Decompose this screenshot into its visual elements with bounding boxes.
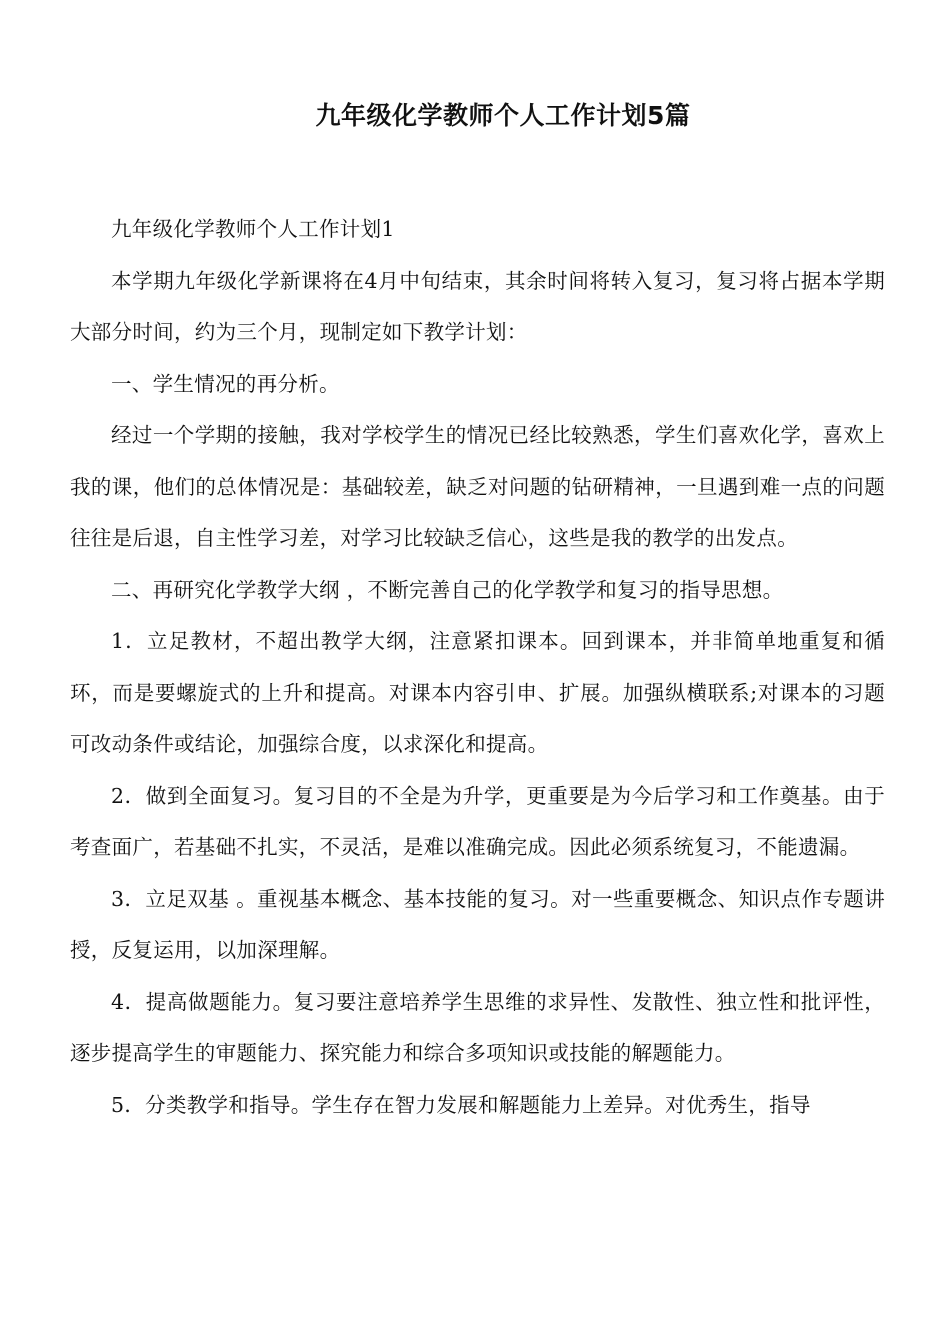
document-body bbox=[70, 204, 885, 1131]
paragraph: 经过一个学期的接触，我对学校学生的情况已经比较熟悉，学生们喜欢化学，喜欢上我的课，他们的总体情况是：基础较差，缺乏对问题的钻研精神，一旦遇到难一点的问题往往是后退，自主性学习差，对学习比较缺乏信心，这些是我的教学的出发点。 bbox=[70, 423, 885, 550]
section-heading: 九年级化学教师个人工作计划1 bbox=[111, 217, 395, 241]
paragraph: 本学期九年级化学新课将在4月中旬结束，其余时间将转入复习，复习将占据本学期大部分时间，约为三个月，现制定如下教学计划： bbox=[70, 268, 885, 344]
document-title: 九年级化学教师个人工作计划5篇 bbox=[315, 101, 691, 130]
list-item: 2．做到全面复习。复习目的不全是为升学，更重要是为今后学习和工作奠基。由于考查面广，若基础不扎实，不灵活，是难以准确完成。因此必须系统复习，不能遗漏。 bbox=[70, 783, 885, 859]
list-item: 3．立足双基 。重视基本概念、基本技能的复习。对一些重要概念、知识点作专题讲授，反复运用，以加深理解。 bbox=[70, 886, 885, 962]
list-item: 5．分类教学和指导。学生存在智力发展和解题能力上差异。对优秀生，指导 bbox=[111, 1092, 811, 1117]
list-item: 1．立足教材，不超出教学大纲，注意紧扣课本。回到课本，并非简单地重复和循环，而是要螺旋式的上升和提高。对课本内容引申、扩展。加强纵横联系;对课本的习题可改动条件或结论，加强综合度，以求深化和提高。 bbox=[70, 629, 885, 756]
section-heading: 二、再研究化学教学大纲 ，不断完善自己的化学教学和复习的指导思想。 bbox=[111, 577, 784, 602]
list-item: 4．提高做题能力。复习要注意培养学生思维的求异性、发散性、独立性和批评性，逐步提高学生的审题能力、探究能力和综合多项知识或技能的解题能力。 bbox=[70, 989, 885, 1065]
section-heading: 一、学生情况的再分析。 bbox=[111, 371, 340, 396]
